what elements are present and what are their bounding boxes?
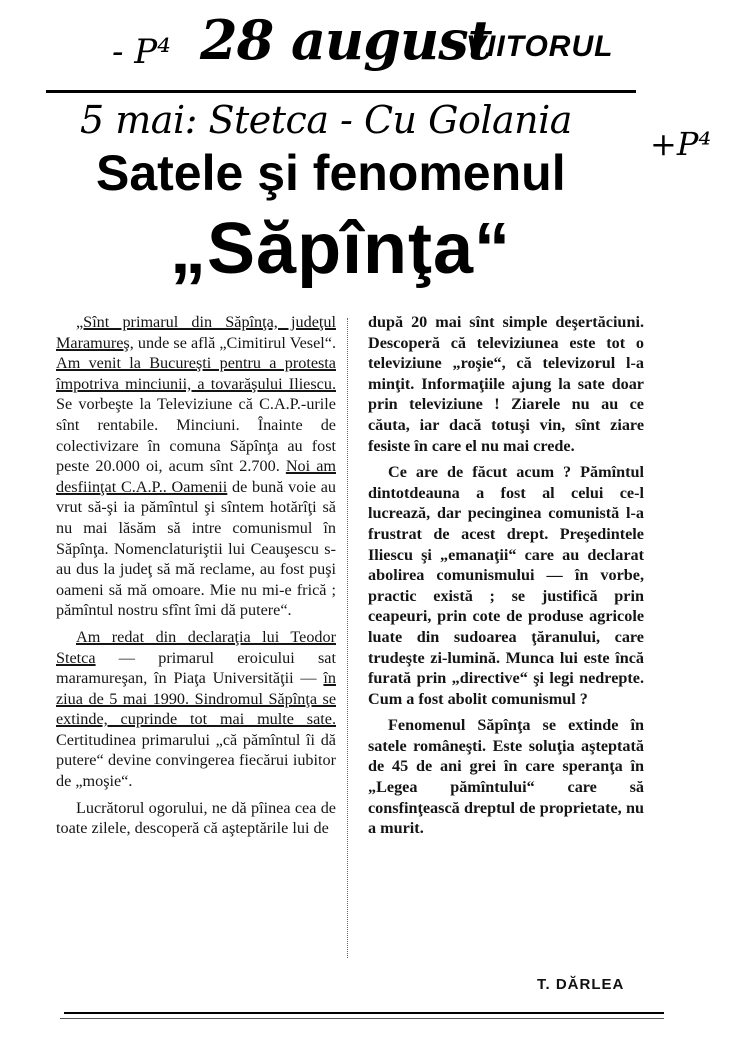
handwritten-p4-right: +P⁴ (650, 125, 712, 163)
column-divider (347, 318, 348, 958)
handwritten-date: 28 august (200, 8, 492, 72)
underlined-text: „Sînt primarul din Săpînţa, judeţul Maramureş (56, 313, 336, 352)
left-paragraph (56, 627, 336, 792)
article-right-column (368, 312, 644, 839)
bottom-rule (64, 1012, 664, 1014)
text-run: Se vorbeşte la Televiziune că C.A.P.-urile sînt rentabile. Minciuni. Înainte de colectivizare în comuna Săpînţa au fost peste 20.000 oi, acum sînt 2.700. (56, 395, 336, 476)
underlined-text: Am redat din declaraţia lui Teodor Stetca (56, 627, 336, 667)
headline-line-2: „Săpînţa“ (170, 209, 512, 289)
left-paragraph (56, 798, 336, 839)
handwritten-note: 5 mai: Stetca - Cu Golania (80, 98, 572, 142)
newspaper-masthead: VIITORUL (466, 30, 614, 63)
text-run: Certitudinea primarului „că pămîntul îi dă putere“ devine convingerea fiecărui iubitor de „moşie“. (56, 730, 336, 791)
headline-line-1: Satele şi fenomenul (96, 145, 566, 201)
underlined-text: în ziua de 5 mai 1990. Sindromul Săpînţa se extinde, cuprinde tot mai multe sate. (56, 669, 336, 729)
right-paragraph: Fenomenul Săpînţa se extinde în satele româneşti. Este soluţia aşteptată de 45 de ani grei în care speranţa în „Legea pămîntului“ care să consfinţească dreptul de proprietate, nu a murit. (368, 716, 644, 838)
text-run: de bună voie au vrut să-şi ia pămîntul şi sîntem hotărîţi să nu mai lăsăm să intre comunismul în Săpînţa. Nomenclaturiştii lui Ceauşescu s-au dus la judeţ să mă reclame, au fost puşi oameni să mă omoare. Mie nu mi-e frică ; pămîntul nostru sfînt îmi dă putere“. (56, 477, 336, 620)
underlined-text: Noi am desfiinţat C.A.P.. Oamenii (56, 457, 337, 496)
text-run: — primarul eroicului sat maramureşan, în Piaţa Universităţii — (56, 648, 336, 688)
left-paragraph (56, 312, 336, 621)
handwritten-p4-left: - P⁴ (112, 32, 171, 72)
right-paragraph: după 20 mai sînt simple deşertăciuni. Descoperă că televiziunea este tot o televiziune „roşie“, că televizorul l-a minţit. Informaţiile ajung la sate doar prin televiziune ! Ziarele nu au ce căuta, iar dacă totuşi vin, sînt ziare fesiste în care el nu mai crede. (368, 313, 644, 455)
top-rule (46, 90, 636, 93)
article-left-column (56, 312, 336, 839)
text-run: Lucrătorul ogorului, ne dă pîinea cea de toate zilele, descoperă că aşteptările lui de (56, 798, 336, 838)
right-paragraph: Ce are de făcut acum ? Pămîntul dintotdeauna a fost al celui ce-l lucrează, dar pecinginea comunistă l-a frustrat de acest drept. Preşedintele Iliescu şi „emanaţii“ care au declarat abolirea comunismului — în vorbe, practic există ; se justifică prin ceapeuri, prin cote de produse agricole luate din sudoarea ţăranului, care trudeşte zi-lumină. Munca lui este încă furată prin „directive“ şi legi nedrepte. Cum a fost abolit comunismul ? (368, 463, 644, 708)
text-run: , unde se află „Cimitirul Vesel“. (129, 333, 336, 352)
bottom-rule-thin (60, 1018, 664, 1019)
underlined-text: Am venit la Bucureşti pentru a protesta împotriva minciunii, a tovarăşului Iliescu. (56, 354, 336, 393)
article-byline: T. DĂRLEA (537, 976, 625, 993)
